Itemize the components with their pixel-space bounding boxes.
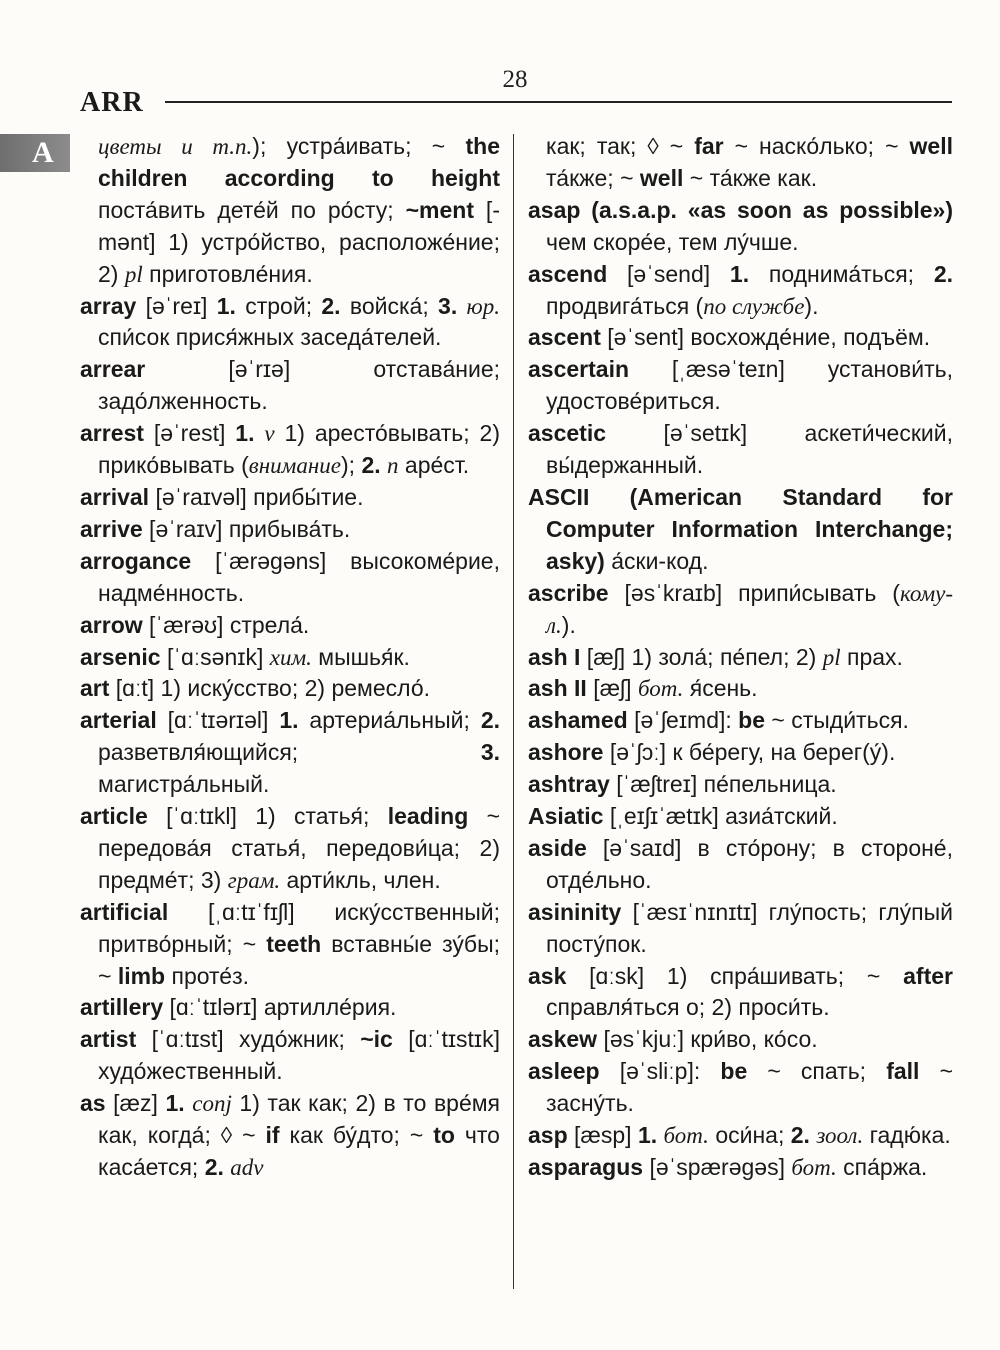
dictionary-entry: ascend [əˈsend] 1. поднима́ться; 2. продвига́ться (по службе). [528, 260, 953, 319]
dictionary-entry: askew [əsˈkjuː] кри́во, ко́со. [528, 1026, 818, 1053]
dictionary-entry: arsenic [ˈɑːsənɪk] хим. мышья́к. [80, 643, 410, 670]
thumb-index-tab [0, 134, 70, 172]
dictionary-entry: arrive [əˈraɪv] прибыва́ть. [80, 515, 351, 542]
right-column [528, 131, 953, 1184]
dictionary-entry: arrival [əˈraɪvəl] прибы́тие. [80, 483, 364, 510]
dictionary-entry: цветы и т.п.); устра́ивать; ~ the children according to height поста́вить дете́й по ро́сту; ~ment [-mənt] 1) устро́йство, расположе́ние; 2) pl приготовле́ния. [98, 133, 501, 287]
dictionary-entry: artillery [ɑːˈtɪlərɪ] артилле́рия. [80, 994, 397, 1021]
dictionary-entry: ash II [æʃ] бот. я́сень. [528, 675, 758, 702]
dictionary-entry: как; так; ◊ ~ far ~ наско́лько; ~ well та́кже; ~ well ~ та́кже как. [546, 133, 953, 191]
dictionary-entry: aside [əˈsaɪd] в сто́рону; в стороне́, отде́льно. [528, 834, 953, 893]
left-column [80, 131, 500, 1184]
dictionary-entry: asap (a.s.a.p. «as soon as possible») чем скоре́е, тем лу́чше. [528, 196, 953, 255]
dictionary-entry: asininity [ˈæsɪˈnɪnɪtɪ] глу́пость; глу́пый посту́пок. [528, 898, 953, 957]
dictionary-entry: ascribe [əsˈkraɪb] припи́сывать (кому-л.). [528, 579, 953, 638]
dictionary-entry: Asiatic [ˌeɪʃɪˈætɪk] азиа́тский. [528, 803, 838, 830]
dictionary-entry: arrear [əˈrɪə] отстава́ние; задо́лженность. [80, 356, 500, 415]
dictionary-entry: ashtray [ˈæʃtreɪ] пе́пельница. [528, 771, 837, 798]
dictionary-entry: ascent [əˈsent] восхожде́ние, подъём. [528, 324, 931, 351]
dictionary-entry: arrow [ˈærəʊ] стрела́. [80, 611, 310, 638]
running-head: ARR [80, 87, 144, 118]
dictionary-entry: artist [ˈɑːtɪst] худо́жник; ~ic [ɑːˈtɪstɪk] худо́жественный. [80, 1026, 500, 1085]
dictionary-entry: article [ˈɑːtɪkl] 1) статья́; leading ~ передова́я статья́, передови́ца; 2) предме́т; 3) грам. арти́кль, член. [80, 803, 500, 893]
dictionary-entry: ascertain [ˌæsəˈteɪn] установи́ть, удостове́риться. [528, 356, 953, 415]
dictionary-entry: as [æz] 1. conj 1) так как; 2) в то вре́мя как, когда́; ◊ ~ if как бу́дто; ~ to что каса́ется; 2. adv [80, 1090, 501, 1180]
dictionary-entry: asp [æsp] 1. бот. оси́на; 2. зоол. гадю́ка. [528, 1122, 951, 1149]
dictionary-entry: art [ɑːt] 1) иску́сство; 2) ремесло́. [80, 675, 431, 702]
dictionary-entry: asleep [əˈsliːp]: be ~ спать; fall ~ засну́ть. [528, 1058, 953, 1117]
column-divider [513, 134, 514, 1289]
dictionary-entry: artificial [ˌɑːtɪˈfɪʃl] иску́сственный; притво́рный; ~ teeth вставны́е зу́бы; ~ limb проте́з. [80, 898, 500, 989]
header-rule [165, 101, 952, 103]
page-number: 28 [502, 66, 528, 93]
dictionary-entry: arterial [ɑːˈtɪərɪəl] 1. артериа́льный; 2. разветвля́ющийся; 3. магистра́льный. [80, 707, 500, 798]
dictionary-entry: arrogance [ˈærəgəns] высокоме́рие, надме́нность. [80, 547, 500, 606]
dictionary-entry: ASCII (American Standard for Computer Information Interchange; asky) а́ски-код. [528, 483, 953, 574]
dictionary-entry: ash I [æʃ] 1) зола́; пе́пел; 2) pl прах. [528, 643, 903, 670]
dictionary-entry: asparagus [əˈspærəgəs] бот. спа́ржа. [528, 1154, 928, 1180]
dictionary-entry: arrest [əˈrest] 1. v 1) аресто́вывать; 2) прико́вывать (внимание); 2. n аре́ст. [80, 420, 501, 479]
dictionary-entry: ashore [əˈʃɔː] к бе́регу, на берег(у́). [528, 739, 896, 766]
thumb-index-letter: A [32, 136, 54, 169]
dictionary-entry: ashamed [əˈʃeɪmd]: be ~ стыди́ться. [528, 707, 909, 734]
dictionary-entry: ask [ɑːsk] 1) спра́шивать; ~ after справля́ться о; 2) проси́ть. [528, 962, 953, 1021]
dictionary-entry: ascetic [əˈsetɪk] аскети́ческий, вы́держанный. [528, 420, 953, 479]
dictionary-entry: array [əˈreɪ] 1. строй; 2. войска́; 3. юр. спи́сок прися́жных заседа́телей. [80, 292, 500, 351]
